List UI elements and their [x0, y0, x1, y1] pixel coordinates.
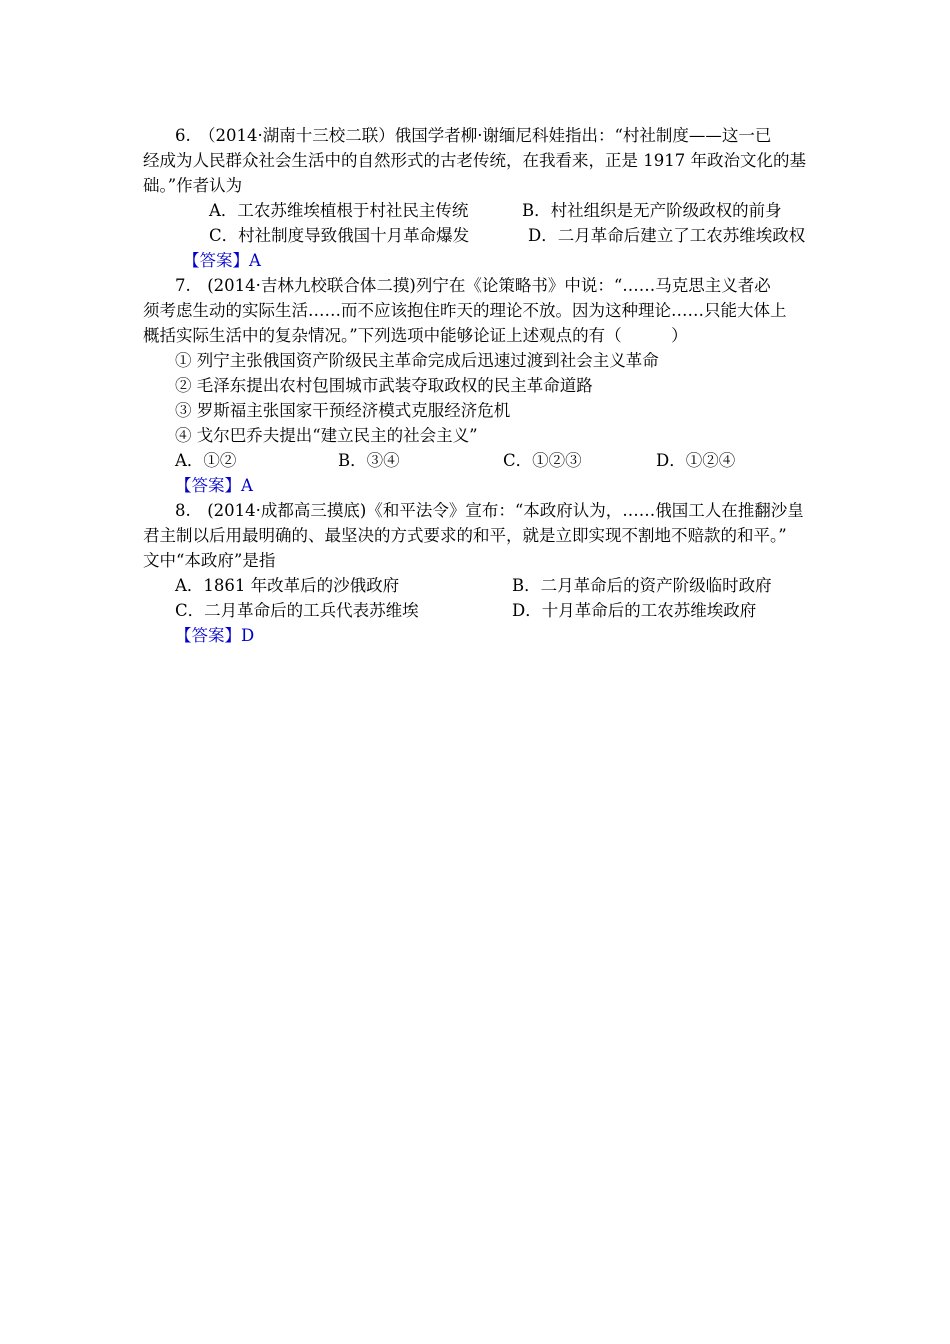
q8-option-c: C．二月革命后的工兵代表苏维埃 — [175, 601, 419, 620]
answer-value: A — [241, 476, 253, 495]
answer-label: 【答案】 — [175, 476, 241, 495]
q6-option-a: A．工农苏维埃植根于村社民主传统 — [209, 201, 469, 220]
q7-option-c: C．①②③ — [503, 451, 582, 470]
q7-stem-line-1: 7. (2014·吉林九校联合体二摸)列宁在《论策略书》中说：“……马克思主义者必 — [175, 276, 771, 295]
q7-item-3: ③ 罗斯福主张国家干预经济模式克服经济危机 — [175, 401, 511, 420]
q8-stem-line-3: 文中“本政府”是指 — [143, 551, 276, 570]
answer-value: A — [249, 251, 261, 270]
answer-label: 【答案】 — [183, 251, 249, 270]
q8-option-a: A．1861 年改革后的沙俄政府 — [175, 576, 400, 595]
q7-stem-line-3: 概括实际生活中的复杂情况。”下列选项中能够论证上述观点的有（ ） — [143, 326, 688, 345]
q7-stem-line-2: 须考虑生动的实际生活……而不应该抱住昨天的理论不放。因为这种理论……只能大体上 — [143, 301, 787, 320]
q8-answer — [175, 624, 254, 648]
q6-option-b: B．村社组织是无产阶级政权的前身 — [522, 201, 782, 220]
q8-option-d: D．十月革命后的工农苏维埃政府 — [512, 601, 757, 620]
q8-stem-line-2: 君主制以后用最明确的、最坚决的方式要求的和平，就是立即实现不割地不赔款的和平。” — [143, 526, 787, 545]
q6-option-d: D．二月革命后建立了工农苏维埃政权 — [528, 226, 806, 245]
q6-option-c: C．村社制度导致俄国十月革命爆发 — [209, 226, 470, 245]
q7-option-b: B．③④ — [338, 451, 400, 470]
q8-stem-line-1: 8. (2014·成都高三摸底)《和平法令》宣布：“本政府认为，……俄国工人在推翻沙皇 — [175, 501, 804, 520]
q6-stem-line-3: 础。”作者认为 — [143, 176, 243, 195]
answer-value: D — [241, 626, 255, 645]
q7-item-1: ① 列宁主张俄国资产阶级民主革命完成后迅速过渡到社会主义革命 — [175, 351, 659, 370]
q7-item-2: ② 毛泽东提出农村包围城市武装夺取政权的民主革命道路 — [175, 376, 593, 395]
q6-answer — [183, 249, 261, 273]
q6-stem-line-2: 经成为人民群众社会生活中的自然形式的古老传统，在我看来，正是 1917 年政治文化的基 — [143, 151, 806, 170]
q7-answer — [175, 474, 253, 498]
q7-option-d: D．①②④ — [656, 451, 736, 470]
q6-stem-line-1: 6. （2014·湖南十三校二联）俄国学者柳·谢缅尼科娃指出：“村社制度——这一已 — [175, 126, 772, 145]
q7-item-4: ④ 戈尔巴乔夫提出“建立民主的社会主义” — [175, 426, 478, 445]
q8-option-b: B．二月革命后的资产阶级临时政府 — [512, 576, 772, 595]
answer-label: 【答案】 — [175, 626, 241, 645]
q7-option-a: A．①② — [175, 451, 237, 470]
